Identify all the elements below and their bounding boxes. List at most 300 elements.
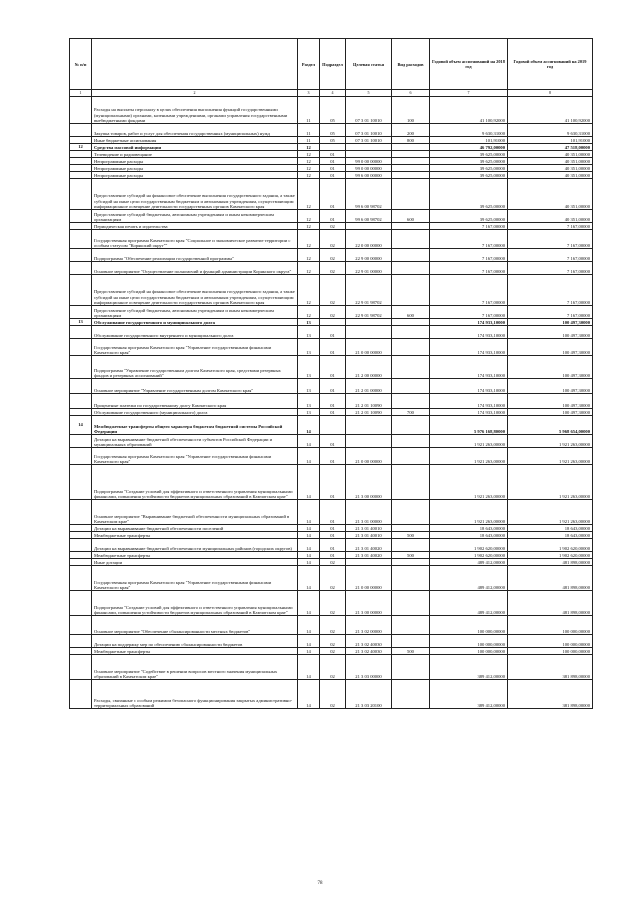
row-number <box>70 179 92 210</box>
table-row <box>70 158 593 165</box>
row-expense-type <box>392 223 430 230</box>
row-expense-type <box>392 500 430 525</box>
header-row <box>70 39 593 90</box>
table-row <box>70 465 593 500</box>
row-razdel: 13 <box>298 409 320 416</box>
row-amount-2018: 174 933,10000 <box>430 319 508 326</box>
row-amount-2018: 39 625,00000 <box>430 165 508 172</box>
row-podrazdel: 02 <box>320 591 346 616</box>
row-name: Предоставление субсидий бюджетным, автономным учреждениям и иным некоммерческим организациям <box>92 306 298 319</box>
row-amount-2019: 41 100,92000 <box>508 97 593 124</box>
table-row <box>70 648 593 655</box>
row-target-article: 21 0 00 00000 <box>346 339 392 356</box>
row-amount-2019: 381 898,00000 <box>508 680 593 709</box>
row-target-article: 99 0 00 00000 <box>346 158 392 165</box>
table-row <box>70 137 593 144</box>
row-amount-2018: 7 167,00000 <box>430 249 508 262</box>
row-target-article: 21 3 01 40010 <box>346 525 392 532</box>
row-name: Непрограммные расходы <box>92 158 298 165</box>
row-podrazdel: 01 <box>320 151 346 158</box>
row-amount-2018: 100 000,00000 <box>430 648 508 655</box>
row-target-article: 21 3 01 40010 <box>346 532 392 539</box>
row-razdel: 14 <box>298 655 320 680</box>
row-number <box>70 262 92 275</box>
row-razdel: 14 <box>298 635 320 648</box>
row-podrazdel: 01 <box>320 379 346 394</box>
row-amount-2019: 40 351,00000 <box>508 158 593 165</box>
row-name: Межбюджетные трансферты <box>92 532 298 539</box>
row-name: Обслуживание государственного и муниципального долга <box>92 319 298 326</box>
row-target-article: 99 6 00 98702 <box>346 179 392 210</box>
row-number <box>70 409 92 416</box>
row-razdel: 12 <box>298 144 320 151</box>
row-podrazdel: 02 <box>320 559 346 566</box>
row-amount-2019: 40 351,00000 <box>508 172 593 179</box>
row-expense-type: 800 <box>392 137 430 144</box>
row-name: Подпрограмма "Создание условий для эффективного и ответственного управления муниципальными финансами, повышения устойчивости бюджетов муниципальных образований в Камчатском крае" <box>92 591 298 616</box>
row-amount-2019: 7 167,00000 <box>508 249 593 262</box>
row-number <box>70 566 92 591</box>
header-num: № п/п <box>70 39 92 90</box>
row-target-article: 99 6 00 00000 <box>346 172 392 179</box>
row-podrazdel: 02 <box>320 223 346 230</box>
row-podrazdel: 02 <box>320 262 346 275</box>
row-expense-type <box>392 465 430 500</box>
row-amount-2019: 1 902 620,00000 <box>508 552 593 559</box>
table-row <box>70 249 593 262</box>
row-target-article: 21 3 02 40030 <box>346 648 392 655</box>
row-number <box>70 275 92 306</box>
row-razdel: 14 <box>298 552 320 559</box>
row-amount-2018: 7 167,00000 <box>430 230 508 249</box>
row-podrazdel: 01 <box>320 179 346 210</box>
row-razdel: 14 <box>298 616 320 635</box>
row-podrazdel: 02 <box>320 275 346 306</box>
row-razdel: 14 <box>298 500 320 525</box>
row-amount-2019: 1 921 263,00000 <box>508 465 593 500</box>
row-razdel: 14 <box>298 416 320 435</box>
row-name: Межбюджетные трансферты <box>92 648 298 655</box>
row-podrazdel: 02 <box>320 566 346 591</box>
row-amount-2018: 389 412,00000 <box>430 680 508 709</box>
row-razdel: 12 <box>298 210 320 223</box>
row-expense-type <box>392 655 430 680</box>
row-amount-2018: 100 000,00000 <box>430 635 508 648</box>
row-expense-type <box>392 379 430 394</box>
row-expense-type <box>392 566 430 591</box>
row-amount-2018: 39 625,00000 <box>430 151 508 158</box>
table-row <box>70 151 593 158</box>
row-number <box>70 326 92 339</box>
row-number <box>70 339 92 356</box>
row-razdel: 14 <box>298 435 320 448</box>
row-expense-type <box>392 158 430 165</box>
row-amount-2019: 7 167,00000 <box>508 230 593 249</box>
row-name: Основное мероприятие "Осуществление полномочий и функций администрации Корякского округа" <box>92 262 298 275</box>
table-row <box>70 591 593 616</box>
row-razdel: 14 <box>298 680 320 709</box>
row-target-article: 07 3 01 10010 <box>346 97 392 124</box>
table-row <box>70 223 593 230</box>
row-amount-2019: 47 518,00000 <box>508 144 593 151</box>
row-number: 12 <box>70 144 92 151</box>
row-podrazdel: 02 <box>320 306 346 319</box>
row-expense-type: 500 <box>392 532 430 539</box>
row-name: Иные бюджетные ассигнования <box>92 137 298 144</box>
table-row <box>70 500 593 525</box>
row-name: Предоставление субсидий на финансовое обеспечение выполнения государственного задания, а также субсидий на иные цели государственным бюджетным и автономным учреждениям, осуществляющим информационное освещение деятельности государственных органов Камчатского края <box>92 275 298 306</box>
row-number <box>70 448 92 465</box>
row-podrazdel: 01 <box>320 552 346 559</box>
table-row <box>70 525 593 532</box>
row-podrazdel: 01 <box>320 532 346 539</box>
row-amount-2018: 174 933,10000 <box>430 379 508 394</box>
row-amount-2019: 481 898,00000 <box>508 591 593 616</box>
row-expense-type <box>392 525 430 532</box>
table-row <box>70 319 593 326</box>
row-podrazdel: 01 <box>320 465 346 500</box>
row-amount-2018: 7 167,00000 <box>430 306 508 319</box>
row-razdel: 14 <box>298 648 320 655</box>
row-expense-type <box>392 144 430 151</box>
row-expense-type <box>392 165 430 172</box>
colnum: 3 <box>298 90 320 97</box>
row-podrazdel: 01 <box>320 435 346 448</box>
row-amount-2019: 100 497,30000 <box>508 379 593 394</box>
row-target-article: 21 3 01 00000 <box>346 500 392 525</box>
row-amount-2018: 1 921 263,00000 <box>430 500 508 525</box>
row-amount-2018: 18 643,00000 <box>430 532 508 539</box>
row-amount-2018: 41 100,92000 <box>430 97 508 124</box>
table-row <box>70 210 593 223</box>
row-amount-2019: 100 497,30000 <box>508 319 593 326</box>
budget-table-wrapper <box>69 38 592 709</box>
row-number: 14 <box>70 416 92 435</box>
row-amount-2018: 174 933,10000 <box>430 326 508 339</box>
row-name: Подпрограмма "Создание условий для эффективного и ответственного управления муниципальными финансами, повышения устойчивости бюджетов муниципальных образований в Камчатском крае" <box>92 465 298 500</box>
row-razdel: 14 <box>298 559 320 566</box>
row-target-article: 21 3 02 40030 <box>346 635 392 648</box>
row-expense-type <box>392 319 430 326</box>
colnum: 4 <box>320 90 346 97</box>
row-amount-2018: 39 625,00000 <box>430 179 508 210</box>
table-row <box>70 339 593 356</box>
table-row <box>70 97 593 124</box>
row-target-article: 21 3 00 00000 <box>346 591 392 616</box>
row-number <box>70 249 92 262</box>
row-number <box>70 137 92 144</box>
row-amount-2018: 101,91000 <box>430 137 508 144</box>
table-row <box>70 435 593 448</box>
row-expense-type <box>392 151 430 158</box>
row-amount-2019: 481 898,00000 <box>508 566 593 591</box>
row-amount-2019: 9 630,31000 <box>508 124 593 137</box>
row-name: Подпрограмма "Управление государственным долгом Камчатского края, средствами резервных фондов и резервных ассигнований" <box>92 356 298 379</box>
row-number <box>70 223 92 230</box>
row-razdel: 12 <box>298 172 320 179</box>
row-expense-type <box>392 635 430 648</box>
table-row <box>70 165 593 172</box>
row-number <box>70 306 92 319</box>
row-podrazdel: 02 <box>320 648 346 655</box>
row-razdel: 14 <box>298 539 320 552</box>
row-podrazdel: 05 <box>320 124 346 137</box>
colnum: 6 <box>392 90 430 97</box>
row-number <box>70 532 92 539</box>
row-expense-type <box>392 275 430 306</box>
row-name: Основное мероприятие "Управление государственным долгом Камчатского края" <box>92 379 298 394</box>
row-razdel: 14 <box>298 566 320 591</box>
header-podrazdel: Подраздел <box>320 39 346 90</box>
row-amount-2018: 174 933,10000 <box>430 339 508 356</box>
row-target-article <box>346 326 392 339</box>
row-expense-type <box>392 539 430 552</box>
table-row <box>70 379 593 394</box>
row-name: Иные дотации <box>92 559 298 566</box>
row-name: Государственная программа Камчатского края "Социальное и экономическое развитие территории с особым статусом "Корякский округ"" <box>92 230 298 249</box>
row-razdel: 11 <box>298 137 320 144</box>
row-target-article <box>346 416 392 435</box>
budget-table <box>69 38 593 709</box>
row-number <box>70 356 92 379</box>
row-number <box>70 525 92 532</box>
row-target-article: 22 9 00 00000 <box>346 249 392 262</box>
row-target-article: 22 9 01 00000 <box>346 262 392 275</box>
colnum: 2 <box>92 90 298 97</box>
row-amount-2018: 1 902 620,00000 <box>430 552 508 559</box>
table-row <box>70 262 593 275</box>
row-expense-type: 500 <box>392 552 430 559</box>
header-expense-type: Вид расходов <box>392 39 430 90</box>
row-number <box>70 151 92 158</box>
row-target-article <box>346 559 392 566</box>
row-name: Основное мероприятие "Содействие в решении вопросов местного значения муниципальных образований в Камчатском крае" <box>92 655 298 680</box>
column-number-row <box>70 90 593 97</box>
row-amount-2019: 7 167,00000 <box>508 223 593 230</box>
table-row <box>70 230 593 249</box>
table-row <box>70 326 593 339</box>
row-amount-2019: 1 902 620,00000 <box>508 539 593 552</box>
row-number <box>70 230 92 249</box>
row-number <box>70 648 92 655</box>
row-name: Расходы, связанные с особым режимом безопасного функционирования закрытых административно-территориальных образований <box>92 680 298 709</box>
row-target-article: 21 2 01 10090 <box>346 409 392 416</box>
row-expense-type <box>392 339 430 356</box>
row-amount-2019: 7 167,00000 <box>508 306 593 319</box>
table-row <box>70 416 593 435</box>
row-target-article: 21 3 01 40020 <box>346 552 392 559</box>
row-number <box>70 97 92 124</box>
table-row <box>70 448 593 465</box>
row-podrazdel: 01 <box>320 210 346 223</box>
row-podrazdel: 02 <box>320 635 346 648</box>
row-podrazdel: 01 <box>320 394 346 409</box>
row-number <box>70 559 92 566</box>
row-amount-2019: 7 167,00000 <box>508 262 593 275</box>
row-amount-2018: 39 625,00000 <box>430 158 508 165</box>
row-razdel: 13 <box>298 394 320 409</box>
row-podrazdel: 02 <box>320 230 346 249</box>
header-name <box>92 39 298 90</box>
row-podrazdel: 01 <box>320 165 346 172</box>
header-2018: Годовой объем ассигнований на 2018 год <box>430 39 508 90</box>
row-name: Дотации на выравнивание бюджетной обеспеченности субъектов Российской Федерации и муниципальных образований <box>92 435 298 448</box>
row-number <box>70 500 92 525</box>
colnum: 1 <box>70 90 92 97</box>
row-amount-2018: 389 412,00000 <box>430 655 508 680</box>
row-amount-2018: 489 412,00000 <box>430 566 508 591</box>
row-number <box>70 655 92 680</box>
row-podrazdel: 01 <box>320 500 346 525</box>
row-amount-2019: 18 643,00000 <box>508 532 593 539</box>
row-target-article: 21 3 01 40020 <box>346 539 392 552</box>
row-amount-2018: 39 625,00000 <box>430 210 508 223</box>
row-razdel: 14 <box>298 525 320 532</box>
row-amount-2018: 174 933,10000 <box>430 394 508 409</box>
row-razdel: 12 <box>298 249 320 262</box>
row-expense-type: 100 <box>392 97 430 124</box>
row-podrazdel: 01 <box>320 525 346 532</box>
row-podrazdel: 01 <box>320 339 346 356</box>
row-target-article: 99 6 00 98702 <box>346 210 392 223</box>
row-target-article: 07 3 01 10010 <box>346 137 392 144</box>
row-podrazdel: 01 <box>320 158 346 165</box>
row-podrazdel <box>320 319 346 326</box>
row-target-article: 21 3 02 00000 <box>346 616 392 635</box>
row-amount-2018: 174 933,10000 <box>430 409 508 416</box>
row-number <box>70 124 92 137</box>
row-razdel: 12 <box>298 306 320 319</box>
row-amount-2018: 9 630,31000 <box>430 124 508 137</box>
row-target-article: 21 0 00 00000 <box>346 566 392 591</box>
row-amount-2019: 100 000,00000 <box>508 616 593 635</box>
table-body <box>70 97 593 709</box>
row-target-article: 21 2 01 10090 <box>346 394 392 409</box>
row-target-article: 22 9 01 98702 <box>346 275 392 306</box>
row-expense-type <box>392 416 430 435</box>
header-2019: Годовой объем ассигнований на 2019 год <box>508 39 593 90</box>
row-amount-2019: 481 898,00000 <box>508 559 593 566</box>
row-name: Обслуживание государственного внутреннего и муниципального долга <box>92 326 298 339</box>
row-target-article: 21 3 03 20100 <box>346 680 392 709</box>
header-target-article: Целевая статья <box>346 39 392 90</box>
row-podrazdel: 01 <box>320 326 346 339</box>
row-amount-2019: 100 497,30000 <box>508 394 593 409</box>
row-podrazdel <box>320 144 346 151</box>
row-name: Основное мероприятие "Обеспечение сбалансированности местных бюджетов" <box>92 616 298 635</box>
row-amount-2019: 100 497,30000 <box>508 339 593 356</box>
row-number <box>70 591 92 616</box>
row-amount-2019: 100 497,30000 <box>508 409 593 416</box>
row-amount-2019: 7 167,00000 <box>508 275 593 306</box>
table-row <box>70 559 593 566</box>
row-target-article: 21 0 00 00000 <box>346 448 392 465</box>
row-amount-2018: 46 792,00000 <box>430 144 508 151</box>
row-amount-2019: 1 921 263,00000 <box>508 448 593 465</box>
row-razdel: 12 <box>298 230 320 249</box>
row-expense-type <box>392 179 430 210</box>
row-amount-2018: 7 167,00000 <box>430 262 508 275</box>
row-name: Непрограммные расходы <box>92 165 298 172</box>
table-row <box>70 635 593 648</box>
row-podrazdel: 01 <box>320 172 346 179</box>
table-row <box>70 680 593 709</box>
row-number <box>70 465 92 500</box>
row-target-article: 22 0 00 00000 <box>346 230 392 249</box>
row-target-article: 07 3 01 10010 <box>346 124 392 137</box>
row-name: Предоставление субсидий бюджетным, автономным учреждениям и иным некоммерческим организациям <box>92 210 298 223</box>
row-number <box>70 539 92 552</box>
row-podrazdel <box>320 416 346 435</box>
row-amount-2018: 18 643,00000 <box>430 525 508 532</box>
row-expense-type: 600 <box>392 210 430 223</box>
row-name: Средства массовой информации <box>92 144 298 151</box>
row-expense-type <box>392 680 430 709</box>
row-target-article: 21 2 01 00000 <box>346 379 392 394</box>
table-row <box>70 356 593 379</box>
row-target-article <box>346 223 392 230</box>
table-row <box>70 144 593 151</box>
row-expense-type <box>392 591 430 616</box>
colnum: 7 <box>430 90 508 97</box>
row-podrazdel: 01 <box>320 448 346 465</box>
row-razdel: 12 <box>298 275 320 306</box>
table-row <box>70 616 593 635</box>
row-name: Закупка товаров, работ и услуг для обеспечения государственных (муниципальных) нужд <box>92 124 298 137</box>
row-razdel: 12 <box>298 158 320 165</box>
row-expense-type <box>392 356 430 379</box>
colnum: 8 <box>508 90 593 97</box>
row-target-article: 22 9 01 98702 <box>346 306 392 319</box>
row-razdel: 12 <box>298 151 320 158</box>
header-razdel: Раздел <box>298 39 320 90</box>
row-number <box>70 394 92 409</box>
row-number <box>70 435 92 448</box>
row-target-article: 21 2 00 00000 <box>346 356 392 379</box>
row-amount-2019: 5 968 654,00000 <box>508 416 593 435</box>
table-row <box>70 172 593 179</box>
row-amount-2018: 489 412,00000 <box>430 591 508 616</box>
row-amount-2018: 1 921 263,00000 <box>430 448 508 465</box>
row-podrazdel: 01 <box>320 409 346 416</box>
row-name: Расходы на выплаты персоналу в целях обеспечения выполнения функций государственными (муниципальными) органами, казенными учреждениями, органами управления государственными внебюджетными фондами <box>92 97 298 124</box>
row-number <box>70 616 92 635</box>
row-number <box>70 552 92 559</box>
row-podrazdel: 01 <box>320 356 346 379</box>
row-target-article <box>346 151 392 158</box>
row-amount-2019: 1 921 263,00000 <box>508 435 593 448</box>
row-podrazdel: 05 <box>320 97 346 124</box>
row-expense-type <box>392 172 430 179</box>
row-razdel: 13 <box>298 379 320 394</box>
row-target-article <box>346 319 392 326</box>
row-number <box>70 158 92 165</box>
row-expense-type: 200 <box>392 124 430 137</box>
table-row <box>70 532 593 539</box>
row-razdel: 14 <box>298 591 320 616</box>
row-expense-type: 600 <box>392 306 430 319</box>
row-amount-2018: 489 412,00000 <box>430 559 508 566</box>
row-number: 13 <box>70 319 92 326</box>
row-amount-2018: 7 167,00000 <box>430 223 508 230</box>
table-row <box>70 655 593 680</box>
row-amount-2019: 101,91000 <box>508 137 593 144</box>
table-row <box>70 179 593 210</box>
row-amount-2019: 100 497,30000 <box>508 326 593 339</box>
table-row <box>70 275 593 306</box>
row-name: Основное мероприятие "Выравнивание бюджетной обеспеченности муниципальных образований в Камчатском крае" <box>92 500 298 525</box>
row-expense-type <box>392 448 430 465</box>
